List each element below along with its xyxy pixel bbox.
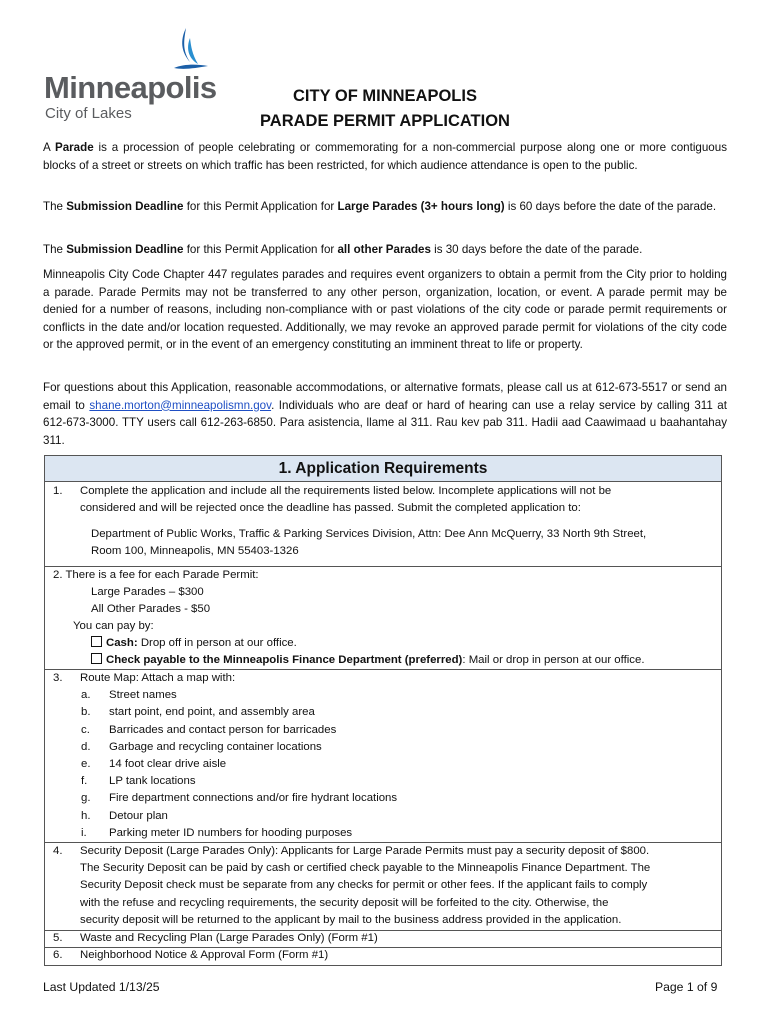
sub-letter: b. (81, 706, 91, 719)
other-parade-deadline (43, 241, 727, 259)
text: The (43, 243, 67, 256)
sub-letter: f. (81, 775, 88, 788)
item-number: 6. (53, 949, 63, 961)
section-heading: 1. Application Requirements (45, 456, 721, 482)
check-option (91, 652, 645, 669)
sub-letter: i. (81, 826, 87, 839)
requirement-row-3 (45, 669, 721, 842)
mailing-address: Department of Public Works, Traffic & Parking Services Division, Attn: Dee Ann McQuerry, 33 North 9th Street, (91, 528, 647, 540)
requirement-row-5 (45, 930, 721, 947)
text: for this Permit Application for (183, 243, 338, 256)
fee-other: All Other Parades - $50 (91, 603, 211, 615)
text-bold: Large Parades (3+ hours long) (337, 200, 505, 213)
item-text: security deposit will be returned to the applicant by mail to the business address provided in the application. (80, 913, 622, 926)
cash-checkbox[interactable] (91, 636, 102, 647)
contact-paragraph (43, 379, 727, 449)
item-number: 4. (53, 845, 63, 857)
sub-item: Street names (109, 689, 177, 702)
item-text: The Security Deposit can be paid by cash or certified check payable to the Minneapolis Finance Department. The (80, 862, 651, 875)
page-number: Page 1 of 9 (655, 980, 718, 994)
text-bold: all other Parades (337, 243, 431, 256)
page-title (180, 84, 590, 134)
item-number: 5. (53, 932, 63, 944)
title-line-2: PARADE PERMIT APPLICATION (260, 112, 510, 130)
sub-letter: h. (81, 809, 91, 822)
text: is a procession of people celebrating or commemorating for a non-commercial purpose along one or more contiguous blocks of a street or streets on which traffic has been restricted, for which audience attendance is open to the public. (43, 141, 727, 172)
sub-item: LP tank locations (109, 775, 196, 788)
parade-definition (43, 139, 727, 174)
mailing-address: Room 100, Minneapolis, MN 55403-1326 (91, 545, 299, 557)
logo-wordmark: Minneapolis (44, 70, 217, 105)
requirement-row-1 (45, 481, 721, 566)
text-bold: Check payable to the Minneapolis Finance Department (preferred) (106, 654, 463, 666)
text: . Individuals who are deaf or hard of hearing can use a relay service by calling 311 at 612-673-3000. TTY users call 612-263-6850. Para asistencia, llame al 311. Rau kev pab 311. Hadii aad Caawimaad u baahantahay 311. (43, 398, 727, 447)
text-bold: Submission Deadline (66, 200, 184, 213)
item-text: Neighborhood Notice & Approval Form (Form #1) (80, 949, 329, 961)
title-line-1: CITY OF MINNEAPOLIS (293, 87, 477, 105)
sub-letter: e. (81, 758, 91, 770)
sub-item: 14 foot clear drive aisle (109, 758, 227, 770)
sub-item: Garbage and recycling container locations (109, 740, 322, 753)
item-text: 2. There is a fee for each Parade Permit: (53, 569, 259, 581)
item-text: Waste and Recycling Plan (Large Parades Only) (Form #1) (80, 932, 378, 944)
item-text: with the refuse and recycling requirements, the security deposit will be forfeited to the city. Otherwise, the (80, 896, 609, 909)
sub-letter: d. (81, 740, 91, 753)
cash-option (91, 635, 297, 652)
requirement-row-6 (45, 947, 721, 965)
requirement-row-4 (45, 842, 721, 930)
text: Drop off in person at our office. (137, 637, 297, 649)
check-checkbox[interactable] (91, 653, 102, 664)
text: : Mail or drop in person at our office. (462, 654, 645, 666)
text: for this Permit Application for (183, 200, 338, 213)
item-text: Route Map: Attach a map with: (80, 672, 236, 684)
sub-item: start point, end point, and assembly area (109, 706, 315, 719)
text: For questions about this Application, reasonable accommodations, or alternative formats, please call us at 612-673-5517 or send an email to (43, 381, 727, 412)
email-link[interactable]: shane.morton@minneapolismn.gov (89, 398, 272, 412)
sub-letter: a. (81, 689, 91, 702)
item-text: considered and will be rejected once the deadline has passed. Submit the completed application to: (80, 502, 581, 514)
requirement-row-2 (45, 566, 721, 669)
item-number: 3. (53, 672, 63, 684)
text-bold: Cash: (106, 637, 138, 649)
text-bold: Submission Deadline (66, 243, 184, 256)
requirements-table (44, 455, 722, 966)
item-number: 1. (53, 485, 63, 497)
text: is 30 days before the date of the parade. (430, 243, 643, 256)
sub-item: Fire department connections and/or fire hydrant locations (109, 792, 398, 805)
sub-letter: g. (81, 792, 91, 805)
city-code-paragraph: Minneapolis City Code Chapter 447 regulates parades and requires event organizers to obtain a permit from the City prior to holding a parade. Parade Permits may not be transferred to any other person, organization, location, or event. A parade permit may be denied for a number of reasons, including non-compliance with or past violations of the city code or parade permit requirements or conflicts in the date and/or location requested. Additionally, we may revoke an approved parade permit for violations of the city code or the approved permit, or in the event of an emergency constituting an imminent threat to life or property. (43, 268, 727, 352)
text: A (43, 141, 55, 154)
sub-letter: c. (81, 723, 90, 736)
item-text: Security Deposit (Large Parades Only): Applicants for Large Parade Permits must pay a security deposit of $800. (80, 845, 650, 857)
text: is 60 days before the date of the parade. (504, 200, 717, 213)
sub-item: Detour plan (109, 809, 168, 822)
logo-tagline: City of Lakes (45, 105, 132, 122)
pay-by-label: You can pay by: (73, 620, 154, 632)
sail-logo-icon (172, 28, 208, 74)
sub-item: Barricades and contact person for barricades (109, 723, 337, 736)
text-bold: Parade (54, 141, 94, 154)
item-text: Security Deposit check must be separate from any checks for permit or other fees. If the applicant fails to comply (80, 879, 648, 892)
sub-item: Parking meter ID numbers for hooding purposes (109, 826, 353, 839)
large-parade-deadline (43, 198, 727, 216)
last-updated: Last Updated 1/13/25 (43, 980, 160, 994)
text: The (43, 200, 67, 213)
item-text: Complete the application and include all the requirements listed below. Incomplete applications will not be (80, 485, 612, 497)
fee-large: Large Parades – $300 (91, 586, 204, 598)
